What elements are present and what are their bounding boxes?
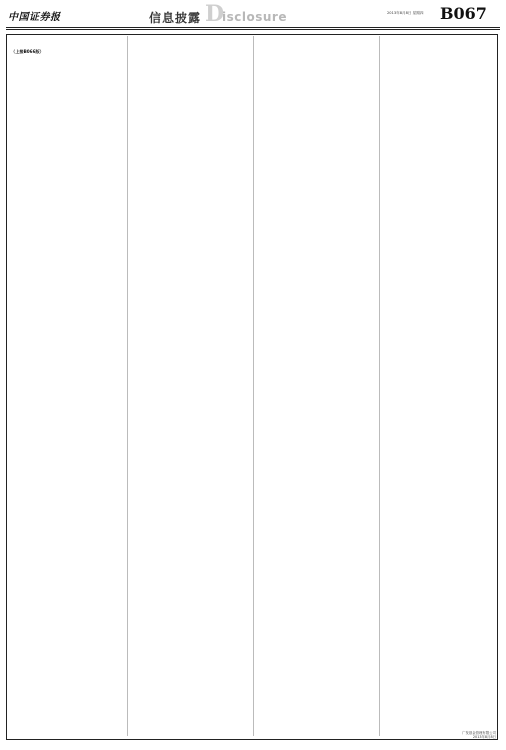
masthead-rule-thin <box>6 29 500 30</box>
continued-label: （上接B066版） <box>11 49 44 54</box>
dateline: 2013年8月8日 星期四 <box>387 11 424 15</box>
masthead <box>0 0 506 26</box>
column-divider <box>253 36 254 736</box>
column-divider <box>379 36 380 736</box>
section-letter-d: D <box>205 1 225 27</box>
section-title-en: isclosure <box>222 10 287 24</box>
content-frame <box>6 34 498 740</box>
text-column-1 <box>9 38 127 57</box>
footer-issuer: 广发基金管理有限公司 <box>462 730 496 735</box>
newspaper-logo: 中国证券报 <box>8 12 61 23</box>
footer-date: 2013年8月8日 <box>472 734 496 739</box>
page-footer <box>462 731 496 739</box>
masthead-rule <box>6 27 500 28</box>
section-title: 信息披露 <box>149 11 202 25</box>
column-divider <box>127 36 128 736</box>
page-number: B067 <box>440 4 487 23</box>
